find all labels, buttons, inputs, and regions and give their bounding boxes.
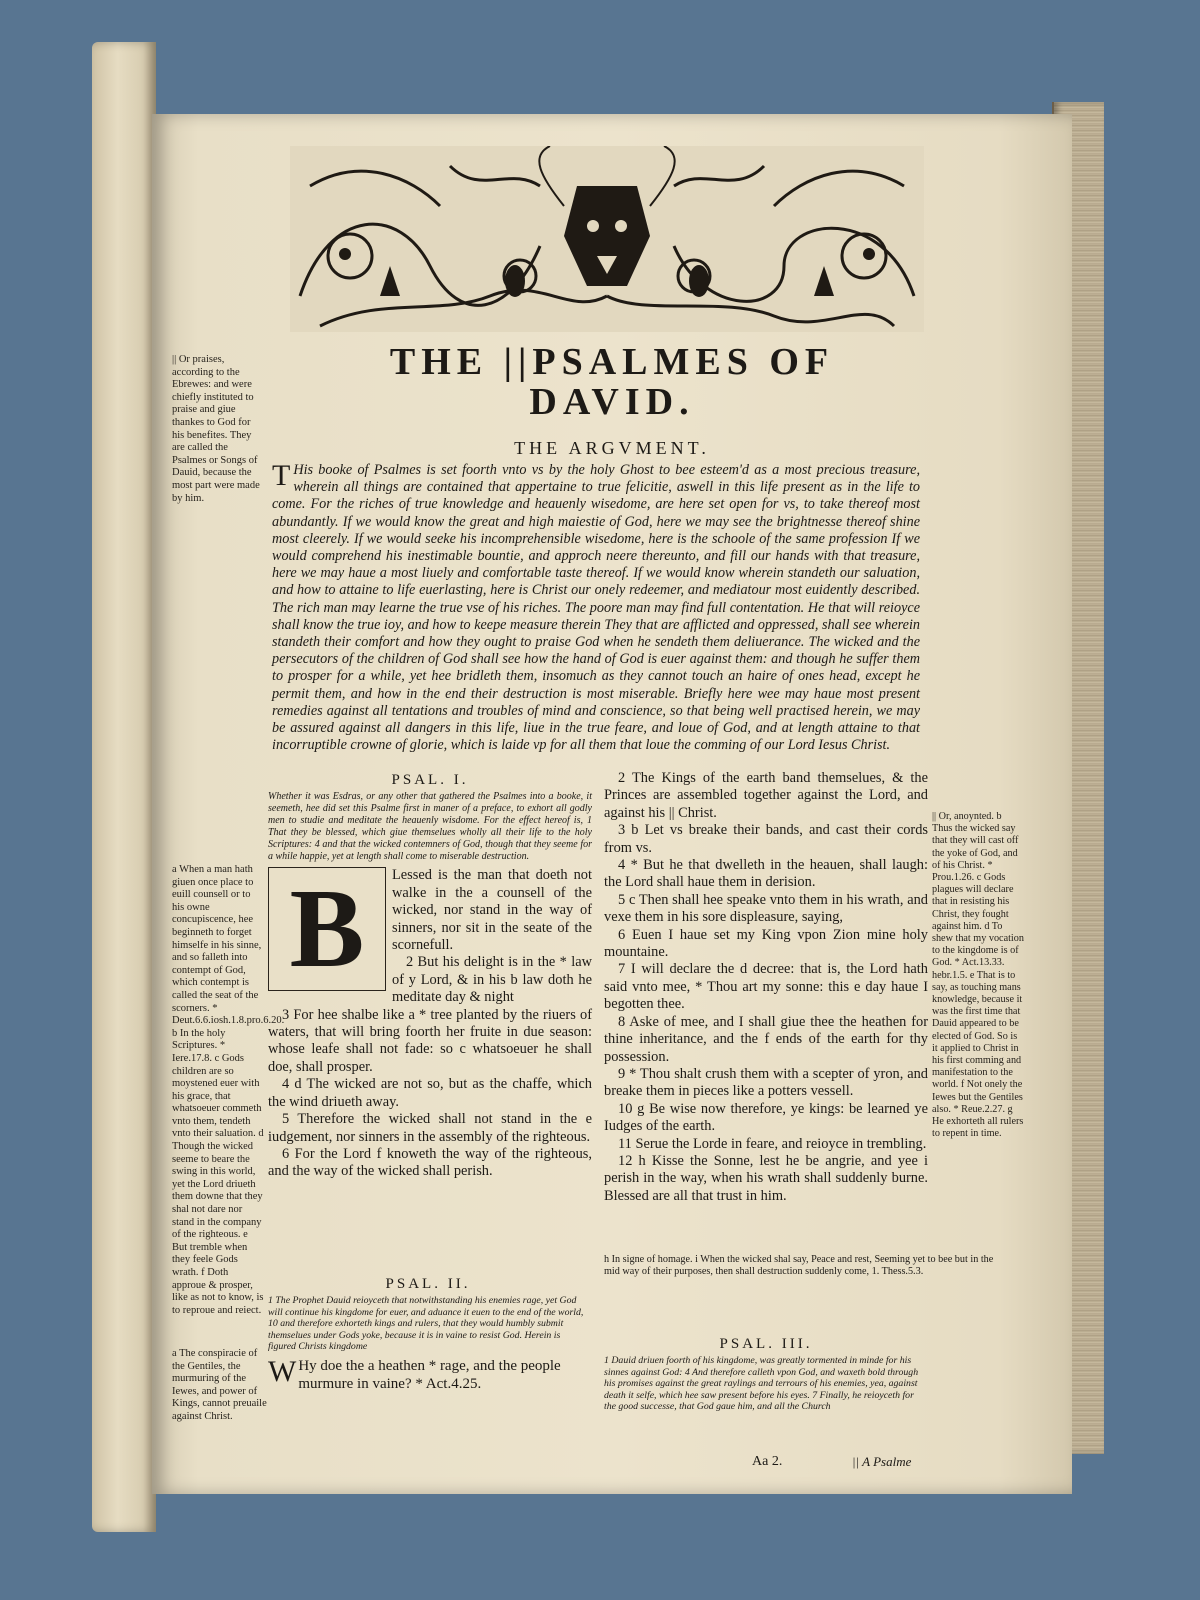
psalm-1-summary: Whether it was Esdras, or any other that gathered the Psalmes into a booke, it seemeth, hee did set this Psalme first in maner of a preface, to exhort all godly men to studie and meditate the heauenly wisdome. For the effect hereof is, 1 That they be blessed, which giue themselues wholly all their life to the holy Scriptures: 4 and that the wicked contemners of God, though that they seeme for a while happie, yet at length shall come to miserable destruction.	[268, 791, 592, 863]
psalm-1-verse-3: 3 For hee shalbe like a * tree planted by the riuers of waters, that will bring foorth her fruite in due season: whose leafe shall not fade: so c whatsoeuer he shall doe, shall prosper.	[268, 1006, 592, 1075]
psalm-1-verse-4: 4 d The wicked are not so, but as the chaffe, which the wind driueth away.	[268, 1076, 592, 1110]
psalm-2-verse-4: 4 * But he that dwelleth in the heauen, shall laugh: the Lord shall haue them in derision.	[604, 857, 928, 891]
margin-note-psalm2: a The conspiracie of the Gentiles, the murmuring of the Iewes, and power of Kings, cannot preuaile against Christ.	[172, 1348, 267, 1422]
catchword: || A Psalme	[852, 1454, 912, 1469]
left-page-edge	[92, 42, 156, 1532]
margin-note-psalmes: || Or praises, according to the Ebrewes: and were chiefly instituted to praise and giue thankes to God for his benefites. They are called the Psalmes or Songs of Dauid, because the most part were made by him.	[172, 354, 260, 504]
psalm-1-verse-1: Lessed is the man that doeth not walke in the a counsell of the wicked, nor stand in the way of sinners, nor sit in the seate of the scornefull.	[392, 867, 592, 954]
psalm-2-verse-10: 10 g Be wise now therefore, ye kings: be learned ye Iudges of the earth.	[604, 1100, 928, 1135]
psalm-1-verse-5: 5 Therefore the wicked shall not stand in the e iudgement, nor sinners in the assembly of the righteous.	[268, 1111, 592, 1145]
open-book	[92, 42, 1104, 1532]
footnote-line: h In signe of homage. i When the wicked shal say, Peace and rest, Seeming yet to bee but in the mid way of their purposes, then shall destruction suddenly come, 1. Thess.5.3.	[604, 1254, 994, 1278]
psalm-1-verse-2: 2 But his delight is in the * law of y Lord, & in his b law doth he meditate day & night	[392, 954, 592, 1006]
psalm-1-verse-6: 6 For the Lord f knoweth the way of the righteous, and the way of the wicked shall perish.	[268, 1145, 592, 1180]
book-title-david: DAVID.	[529, 381, 695, 423]
psalm-3-block	[604, 1334, 928, 1417]
psalm-2-verse-7: 7 I will declare the d decree: that is, the Lord hath said vnto mee, * Thou art my sonne: this e day haue I begotten thee.	[604, 961, 928, 1013]
argument-text	[272, 459, 920, 754]
psalm-3-heading: PSAL. III.	[719, 1336, 813, 1352]
argument-drop-letter: T	[272, 459, 291, 492]
psalm-2-verse-1-text: Hy doe the a heathen * rage, and the people murmure in vaine? * Act.4.25.	[298, 1357, 561, 1392]
argument-heading: THE ARGVMENT.	[514, 438, 710, 458]
psalm-2-verse-8: 8 Aske of mee, and I shall giue thee the heathen for thine inheritance, and the f ends of the earth for thy possession.	[604, 1013, 928, 1065]
psalm-2-verse-12: 12 h Kisse the Sonne, lest he be angrie, and yee i perish in the way, when his wrath shall suddenly burne. Blessed are all that trust in him.	[604, 1152, 928, 1204]
book-title: THE ||PSALMES OF	[389, 341, 835, 383]
psalm-2-verse-2: 2 The Kings of the earth band themselues, & the Princes are assembled together against the Lord, and against his || Christ.	[604, 770, 928, 821]
decorated-initial	[268, 867, 386, 991]
column-right	[604, 770, 928, 1205]
psalm-1-heading: PSAL. I.	[391, 772, 469, 788]
column-left	[268, 770, 592, 1181]
margin-note-psalm1: a When a man hath giuen once place to euill counsell or to his owne concupiscence, hee beginneth to forget himselfe in his sinne, and so falleth into contempt of God, which contempt is called the seat of the scorners. * Deut.6.6.iosh.1.8.pro.6.20. b In the holy Scriptures. * Iere.17.8. c Gods children are so moystened euer with his grace, that whatsoeuer commeth vnto them, tendeth vnto their saluation. d Though the wicked seeme to beare the swing in this world, yet the Lord driueth them downe that they shal not dare nor stand in the company of the righteous. e But tremble when they feele Gods wrath. f Doth approue & prosper, like as not to know, is to reproue and reiect.	[172, 864, 285, 1316]
initial-letter: B	[289, 867, 365, 992]
signature-mark: Aa 2.	[752, 1454, 783, 1469]
psalm-2-verse-3: 3 b Let vs breake their bands, and cast their cords from vs.	[604, 822, 928, 856]
margin-note-right: || Or, anoynted. b Thus the wicked say that they will cast off the yoke of God, and of his Christ. * Prou.1.26. c Gods plagues will declare that in resisting his Christ, they fought against him. d To shew that my vocation to the kingdome is of God. * Act.13.33. hebr.1.5. e That is to say, as touching mans knowledge, because it was the first time that Dauid appeared to be elected of God. So is it applied to Christ in his first comming and manifestation to the world. f Not onely the Iewes but the Gentiles also. * Reue.2.27. g He exhorteth all rulers to repent in time.	[932, 811, 1024, 1140]
psalm-2-verse-1	[268, 1354, 588, 1393]
argument-body: His booke of Psalmes is set foorth vnto vs by the holy Ghost to bee esteem'd as a most precious treasure, wherein all things are contained that appertaine to true felicitie, aswell in this life present as in the life to come. For the riches of true knowledge and heauenly wisedome, are here set open for vs, to take thereof most abundantly. If we would know the great and high maiestie of God, here we may see the brightnesse thereof shine most cleerely. If we would seeke his incomprehensible wisedome, here is the schoole of the same profession If we would comprehend his inestimable bountie, and approch neere thereunto, and fill our hands with that treasure, here we may haue a most liuely and comfortable taste thereof. If we would know wherein standeth our saluation, and how to attaine to life euerlasting, here is Christ our onely redeemer, and mediatour most euidently described. The rich man may learne the true vse of his riches. The poore man may find full contentation. He that will reioyce shall know the true ioy, and how to keepe measure therein They that are afflicted and oppressed, shall see wherein standeth their comfort and how they ought to praise God when he sendeth them deliuerance. The wicked and the persecutors of the children of God shall see how the hand of God is euer against them: and though he suffer them to prosper for a while, yet hee bridleth them, insomuch as they cannot touch an haire of ones head, except he permit them, and how in the end their destruction is most miserable. Briefly here wee may haue most present remedies against all tentations and troubles of mind and conscience, so that being well practised herein, we may be assured against all dangers in this life, liue in the true feare, and loue of God, and at length attaine to that incorruptible crowne of glorie, which is laide vp for all them that loue the comming of our Lord Iesus Christ.	[272, 462, 920, 754]
psalm-2-verse-5: 5 c Then shall hee speake vnto them in his wrath, and vexe them in his sore displeasure, saying,	[604, 891, 928, 926]
psalm-2-summary: 1 The Prophet Dauid reioyceth that notwithstanding his enemies rage, yet God will continue his kingdome for euer, and aduance it euen to the end of the world, 10 and therefore exhorteth kings and rulers, that they would humbly submit themselues under Gods yoke, because it is in vaine to resist God. Herein is figured Christs kingdome	[268, 1295, 584, 1353]
psalm-2-verse-9: 9 * Thou shalt crush them with a scepter of yron, and breake them in pieces like a potters vessell.	[604, 1065, 928, 1100]
woodcut-headpiece	[290, 146, 924, 332]
bible-page	[152, 114, 1072, 1494]
psalm-2-verse-11: 11 Serue the Lorde in feare, and reioyce in trembling.	[618, 1135, 927, 1152]
psalm-2-verse-6: 6 Euen I haue set my King vpon Zion mine holy mountaine.	[604, 926, 928, 961]
psalm-3-summary: 1 Dauid driuen foorth of his kingdome, was greatly tormented in minde for his sinnes against God: 4 And therefore calleth vpon God, and waxeth bold through his promises against the great raylings and terrours of his enemies, yea, against death it selfe, which hee saw present before his eyes. 7 Finally, he reioyceth for the good successe, that God gaue him, and all the Church	[604, 1355, 919, 1413]
psalm-2-drop-letter: W	[268, 1354, 297, 1388]
psalm-2-heading: PSAL. II.	[385, 1276, 471, 1292]
psalm-2-block	[268, 1274, 588, 1393]
